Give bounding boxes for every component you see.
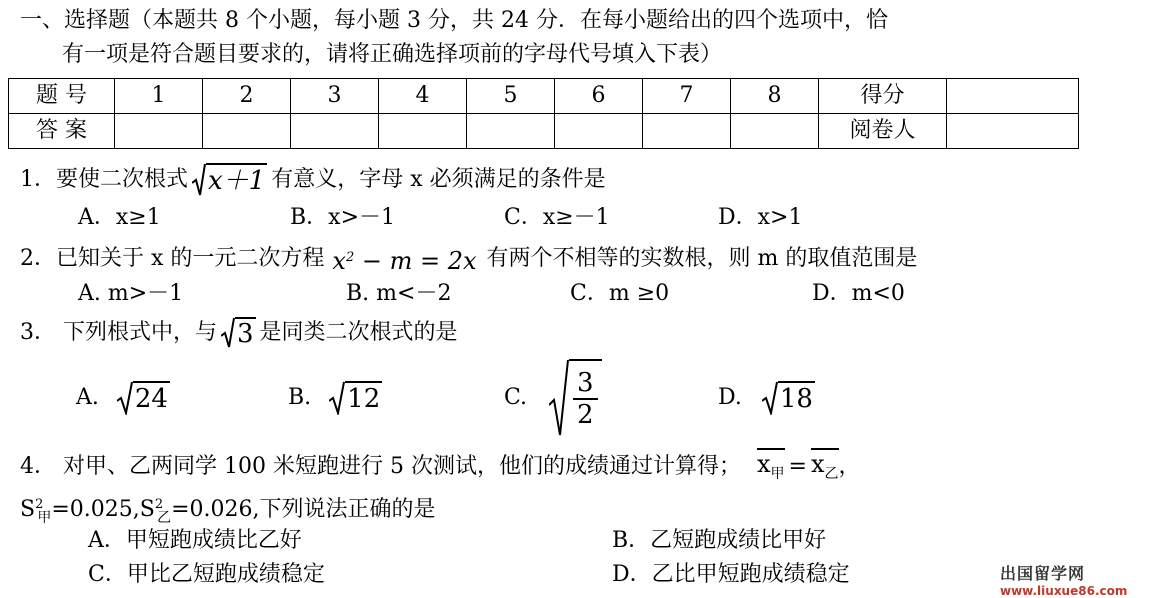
radical-expression [221, 317, 256, 349]
subscript-yi: 乙 [824, 466, 839, 482]
radical-sign-icon [117, 381, 133, 415]
section-heading-line2: 有一项是符合题目要求的，请将正确选择项前的字母代号填入下表） [62, 42, 723, 67]
variance-exponent: 2 [154, 497, 164, 512]
question-1-suffix: 有意义，字母 x 必须满足的条件是 [271, 167, 606, 192]
answer-cell[interactable] [291, 114, 379, 149]
answer-table [8, 78, 1079, 149]
radicand: 24 [133, 381, 170, 415]
site-watermark [1000, 561, 1158, 598]
q2-option-b[interactable]: B. m<－2 [346, 281, 452, 306]
variance-subscript-yi: 乙 [157, 510, 172, 526]
question-4-prefix: 4． 对甲、乙两同学 100 米短跑进行 5 次测试，他们的成绩通过计算得； [20, 454, 741, 479]
mean-x-jia [757, 448, 785, 486]
row-label-question-number: 题 号 [9, 79, 115, 114]
equation-exponent: 2 [345, 249, 355, 265]
q2-option-d[interactable]: D．m<0 [812, 281, 905, 306]
variance-subscript-jia: 甲 [37, 510, 52, 526]
question-number-cell: 3 [291, 79, 379, 114]
answer-cell[interactable] [643, 114, 731, 149]
radical-expression [192, 163, 267, 197]
variance-jia-value: =0.025,S [51, 497, 155, 522]
section-heading-line1: 一、选择题（本题共 8 个小题，每小题 3 分，共 24 分．在每小题给出的四个选项中，恰 [20, 8, 888, 33]
q3-option-a[interactable] [76, 380, 170, 416]
answer-cell[interactable] [731, 114, 819, 149]
question-2-prefix: 2．已知关于 x 的一元二次方程 [20, 246, 325, 271]
grader-entry-cell[interactable] [947, 114, 1079, 149]
row-label-answer: 答 案 [9, 114, 115, 149]
radical-expression [329, 381, 382, 415]
question-number-cell: 1 [115, 79, 203, 114]
q1-option-d[interactable]: D．x>1 [718, 205, 803, 230]
q4-option-b[interactable]: B．乙短跑成绩比甲好 [612, 528, 827, 553]
equation-variable: x [332, 246, 346, 275]
equation-rest: − m = 2x [354, 246, 477, 275]
radical-sign-icon [329, 381, 345, 415]
q1-option-a[interactable]: A．x≥1 [78, 205, 161, 230]
grader-label-cell: 阅卷人 [819, 114, 947, 149]
question-number-cell: 7 [643, 79, 731, 114]
radical-sign-icon [192, 163, 206, 197]
q4-option-a[interactable]: A．甲短跑成绩比乙好 [88, 528, 302, 553]
radicand: 12 [345, 381, 382, 415]
radical-sign-icon [549, 359, 569, 437]
variance-symbol: S [20, 497, 36, 522]
question-3-suffix: 是同类二次根式的是 [259, 320, 458, 345]
question-1-prefix: 1．要使二次根式 [20, 167, 188, 192]
q2-option-c[interactable]: C．m ≥0 [570, 281, 670, 306]
question-1 [20, 162, 606, 198]
radicand: x＋1 [206, 163, 267, 197]
question-number-cell: 5 [467, 79, 555, 114]
q1-option-c[interactable]: C．x≥－1 [504, 205, 610, 230]
radical-expression [117, 381, 170, 415]
radicand [569, 359, 602, 437]
radicand: 18 [778, 381, 815, 415]
q4-option-c[interactable]: C．甲比乙短跑成绩稳定 [88, 562, 325, 587]
mean-equality [757, 448, 861, 486]
answer-cell[interactable] [379, 114, 467, 149]
equals-sign: = [788, 454, 807, 479]
question-3-prefix: 3． 下列根式中，与 [20, 320, 217, 345]
radical-expression [549, 359, 602, 437]
question-3 [20, 316, 458, 350]
fraction [573, 368, 598, 430]
question-number-cell: 6 [555, 79, 643, 114]
question-number-cell: 8 [731, 79, 819, 114]
variance-yi-value: =0.026,下列说法正确的是 [171, 497, 436, 522]
answer-cell[interactable] [115, 114, 203, 149]
q3-option-d[interactable] [718, 380, 815, 416]
trailing-comma: ， [838, 454, 861, 479]
radical-sign-icon [762, 381, 778, 415]
mean-symbol: x [756, 450, 771, 478]
option-letter: C. [504, 385, 528, 410]
option-letter: A. [76, 385, 99, 410]
answer-cell[interactable] [555, 114, 643, 149]
question-4 [20, 447, 861, 487]
answer-cell[interactable] [467, 114, 555, 149]
option-letter: D. [718, 385, 742, 410]
score-entry-cell[interactable] [947, 79, 1079, 114]
answer-cell[interactable] [203, 114, 291, 149]
question-number-cell: 2 [203, 79, 291, 114]
option-letter: B. [288, 385, 312, 410]
question-2-suffix: 有两个不相等的实数根，则 m 的取值范围是 [486, 246, 918, 271]
q1-option-b[interactable]: B．x>－1 [290, 205, 396, 230]
question-2 [20, 243, 917, 275]
table-row-numbers [9, 79, 1079, 114]
q4-option-d[interactable]: D．乙比甲短跑成绩稳定 [612, 562, 850, 587]
subscript-jia: 甲 [770, 466, 785, 482]
mean-symbol: x [810, 450, 825, 478]
table-row-answers [9, 114, 1079, 149]
fraction-denominator: 2 [577, 400, 594, 430]
radicand: 3 [237, 319, 254, 349]
score-label-cell: 得分 [819, 79, 947, 114]
fraction-numerator: 3 [573, 368, 598, 400]
q3-option-b[interactable] [288, 380, 382, 416]
question-number-cell: 4 [379, 79, 467, 114]
radical-sign-icon [221, 317, 235, 349]
q3-option-c[interactable] [504, 358, 602, 438]
quadratic-equation [332, 243, 476, 276]
radical-expression [762, 381, 815, 415]
q2-option-a[interactable]: A. m>－1 [78, 281, 184, 306]
variance-exponent: 2 [35, 497, 44, 512]
watermark-title: 出国留学网 [1000, 564, 1086, 583]
mean-x-yi [811, 448, 839, 486]
watermark-url: www.liuxue86.com [1000, 584, 1128, 598]
